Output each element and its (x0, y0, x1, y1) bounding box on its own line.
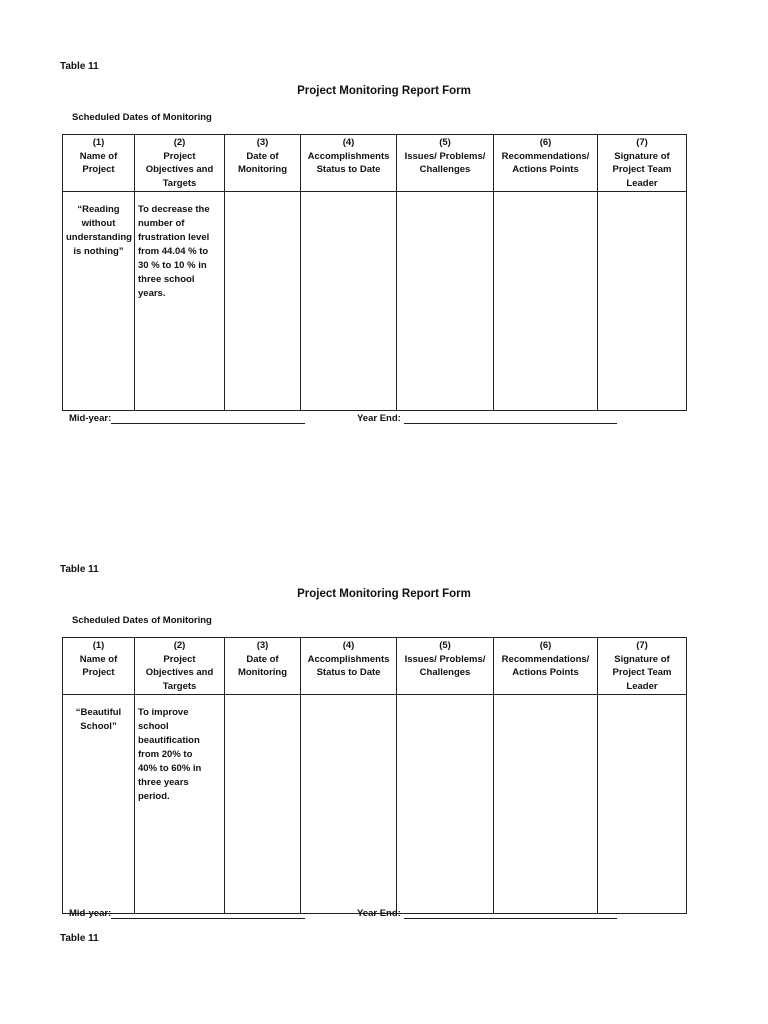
project-name-cell[interactable]: “Reading without understanding is nothing” (63, 192, 135, 411)
midyear-label: Mid-year: (69, 413, 112, 424)
scheduled-dates-label: Scheduled Dates of Monitoring (72, 615, 212, 626)
column-header-accomplishments: (4) Accomplishments Status to Date (301, 135, 397, 192)
issues-cell[interactable] (397, 192, 494, 411)
column-header-name-of-project: (1) Name of Project (63, 135, 135, 192)
yearend-blank[interactable] (404, 414, 617, 424)
column-header-date-of-monitoring: (3) Date of Monitoring (225, 638, 301, 695)
column-header-accomplishments: (4) Accomplishments Status to Date (301, 638, 397, 695)
midyear-blank[interactable] (111, 909, 305, 919)
project-name-cell[interactable]: “Beautiful School” (63, 695, 135, 914)
midyear-label: Mid-year: (69, 908, 112, 919)
issues-cell[interactable] (397, 695, 494, 914)
form-title: Project Monitoring Report Form (297, 588, 471, 600)
column-header-recommendations: (6) Recommendations/ Actions Points (494, 638, 598, 695)
header-row (63, 638, 687, 695)
column-header-objectives: (2) Project Objectives and Targets (135, 135, 225, 192)
column-header-name-of-project: (1) Name of Project (63, 638, 135, 695)
table-label: Table 11 (60, 564, 99, 575)
date-of-monitoring-cell[interactable] (225, 192, 301, 411)
yearend-field[interactable] (357, 413, 617, 424)
monitoring-table (62, 637, 687, 914)
header-row (63, 135, 687, 192)
midyear-blank[interactable] (111, 414, 305, 424)
yearend-label: Year End: (357, 413, 401, 424)
column-header-objectives: (2) Project Objectives and Targets (135, 638, 225, 695)
midyear-field[interactable] (69, 908, 305, 919)
column-header-date-of-monitoring: (3) Date of Monitoring (225, 135, 301, 192)
scheduled-dates-label: Scheduled Dates of Monitoring (72, 112, 212, 123)
date-of-monitoring-cell[interactable] (225, 695, 301, 914)
accomplishments-cell[interactable] (301, 695, 397, 914)
accomplishments-cell[interactable] (301, 192, 397, 411)
objectives-cell[interactable]: To improve school beautification from 20% to 40% to 60% in three years period. (135, 695, 225, 914)
recommendations-cell[interactable] (494, 192, 598, 411)
monitoring-table (62, 134, 687, 411)
form-title: Project Monitoring Report Form (297, 85, 471, 97)
table-label: Table 11 (60, 61, 99, 72)
objectives-cell[interactable]: To decrease the number of frustration level from 44.04 % to 30 % to 10 % in three school years. (135, 192, 225, 411)
column-header-recommendations: (6) Recommendations/ Actions Points (494, 135, 598, 192)
column-header-signature: (7) Signature of Project Team Leader (598, 638, 687, 695)
signature-cell[interactable] (598, 695, 687, 914)
yearend-label: Year End: (357, 908, 401, 919)
signature-cell[interactable] (598, 192, 687, 411)
recommendations-cell[interactable] (494, 695, 598, 914)
column-header-issues: (5) Issues/ Problems/ Challenges (397, 135, 494, 192)
yearend-field[interactable] (357, 908, 617, 919)
table-row (63, 192, 687, 411)
yearend-blank[interactable] (404, 909, 617, 919)
table-label: Table 11 (60, 933, 99, 944)
column-header-issues: (5) Issues/ Problems/ Challenges (397, 638, 494, 695)
column-header-signature: (7) Signature of Project Team Leader (598, 135, 687, 192)
table-row (63, 695, 687, 914)
midyear-field[interactable] (69, 413, 305, 424)
